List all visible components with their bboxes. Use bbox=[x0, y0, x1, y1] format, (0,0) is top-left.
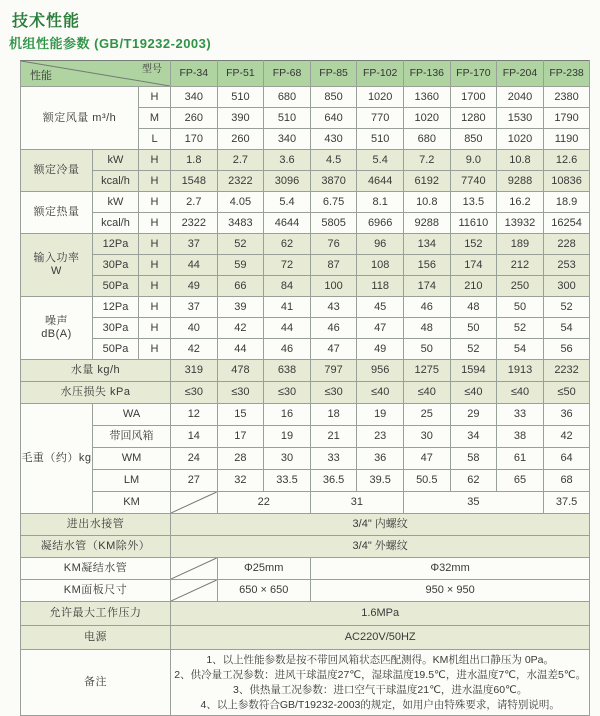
value-cell: ≤40 bbox=[403, 382, 450, 404]
value-cell: 54 bbox=[543, 318, 590, 339]
value-cell: 228 bbox=[543, 234, 590, 255]
value-cell: ≤30 bbox=[264, 382, 311, 404]
value-cell: 21 bbox=[310, 426, 357, 448]
model-header-cell: FP-34 bbox=[171, 61, 218, 87]
value-cell: 319 bbox=[171, 360, 218, 382]
value-cell: 340 bbox=[171, 87, 218, 108]
model-header-cell: FP-238 bbox=[543, 61, 590, 87]
value-cell: 42 bbox=[217, 318, 264, 339]
value-cell: 39 bbox=[217, 297, 264, 318]
sub-label-h: H bbox=[139, 150, 171, 171]
value-cell: 27 bbox=[171, 470, 218, 492]
sub-label-12pa: 12Pa bbox=[93, 297, 139, 318]
value-cell: 4.05 bbox=[217, 192, 264, 213]
value-cell: 6192 bbox=[403, 171, 450, 192]
sub-label-50pa: 50Pa bbox=[93, 276, 139, 297]
value-cell: 640 bbox=[310, 108, 357, 129]
sub-label-h: H bbox=[139, 255, 171, 276]
value-cell: 44 bbox=[171, 255, 218, 276]
sub-label-30pa: 30Pa bbox=[93, 255, 139, 276]
value-cell: 638 bbox=[264, 360, 311, 382]
value-cell: 1530 bbox=[497, 108, 544, 129]
corner-model-label: 型号 bbox=[142, 64, 163, 75]
sub-label-50pa: 50Pa bbox=[93, 339, 139, 360]
value-cell: ≤30 bbox=[217, 382, 264, 404]
sub-label-h: H bbox=[139, 171, 171, 192]
value-cell: 47 bbox=[310, 339, 357, 360]
value-cell: 1190 bbox=[543, 129, 590, 150]
value-cell: 49 bbox=[171, 276, 218, 297]
value-cell: 45 bbox=[357, 297, 404, 318]
row-label-gross-weight: 毛重（约）kg bbox=[21, 404, 93, 514]
value-cell: 1020 bbox=[497, 129, 544, 150]
value-cell: ≤30 bbox=[310, 382, 357, 404]
sub-label-h: H bbox=[139, 339, 171, 360]
model-header-cell: FP-204 bbox=[497, 61, 544, 87]
km-weight-value: 31 bbox=[310, 492, 403, 514]
km-weight-na-cell bbox=[171, 492, 218, 514]
km-panel-na-cell bbox=[171, 580, 218, 602]
value-cell: 33 bbox=[497, 404, 544, 426]
value-cell: 30 bbox=[403, 426, 450, 448]
sub-label-l: L bbox=[139, 129, 171, 150]
value-cell: 4644 bbox=[264, 213, 311, 234]
value-cell: 1020 bbox=[403, 108, 450, 129]
value-cell: 52 bbox=[217, 234, 264, 255]
value-cell: 1548 bbox=[171, 171, 218, 192]
value-cell: 4.5 bbox=[310, 150, 357, 171]
value-cell: 4644 bbox=[357, 171, 404, 192]
value-cell: 2322 bbox=[217, 171, 264, 192]
corner-performance-label: 性能 bbox=[30, 70, 52, 83]
value-cell: 47 bbox=[357, 318, 404, 339]
unit-label-kcalh: kcal/h bbox=[93, 213, 139, 234]
model-header-cell: FP-51 bbox=[217, 61, 264, 87]
value-cell: 54 bbox=[497, 339, 544, 360]
value-cell: 118 bbox=[357, 276, 404, 297]
value-cell: 47 bbox=[403, 448, 450, 470]
diagonal-line-icon bbox=[171, 558, 217, 579]
km-condensate-large: Φ32mm bbox=[310, 558, 590, 580]
value-cell: 2380 bbox=[543, 87, 590, 108]
row-label-rated-heating: 额定热量 bbox=[21, 192, 93, 234]
value-cell: 17 bbox=[217, 426, 264, 448]
value-cell: 52 bbox=[450, 339, 497, 360]
value-cell: 1280 bbox=[450, 108, 497, 129]
value-cell: 68 bbox=[543, 470, 590, 492]
value-cell: 19 bbox=[264, 426, 311, 448]
value-cell: 48 bbox=[450, 297, 497, 318]
sub-label-wm: WM bbox=[93, 448, 171, 470]
row-label-km-panel: KM面板尺寸 bbox=[21, 580, 171, 602]
km-panel-small: 650 × 650 bbox=[217, 580, 310, 602]
value-cell: 24 bbox=[171, 448, 218, 470]
sub-label-h: H bbox=[139, 297, 171, 318]
value-cell: 2322 bbox=[171, 213, 218, 234]
value-cell: 48 bbox=[403, 318, 450, 339]
input-power-unit: W bbox=[51, 265, 62, 277]
value-cell: 134 bbox=[403, 234, 450, 255]
value-cell: 12.6 bbox=[543, 150, 590, 171]
value-cell: 44 bbox=[217, 339, 264, 360]
value-cell: 260 bbox=[171, 108, 218, 129]
page-title: 技术性能 bbox=[12, 13, 81, 30]
value-cell: 3870 bbox=[310, 171, 357, 192]
sub-label-12pa: 12Pa bbox=[93, 234, 139, 255]
value-cell: 13932 bbox=[497, 213, 544, 234]
value-cell: 10836 bbox=[543, 171, 590, 192]
value-cell: 40 bbox=[171, 318, 218, 339]
value-cell: 2.7 bbox=[217, 150, 264, 171]
value-cell: 61 bbox=[497, 448, 544, 470]
value-cell: 18.9 bbox=[543, 192, 590, 213]
value-cell: 797 bbox=[310, 360, 357, 382]
sub-label-lm: LM bbox=[93, 470, 171, 492]
remark-line: 2、供冷量工况参数：进风干球温度27℃，湿球温度19.5℃，进水温度7℃，水温差5℃。 bbox=[174, 668, 587, 681]
value-cell: 6.75 bbox=[310, 192, 357, 213]
value-cell: ≤40 bbox=[450, 382, 497, 404]
value-cell: 12 bbox=[171, 404, 218, 426]
km-panel-large: 950 × 950 bbox=[310, 580, 590, 602]
unit-label-kcalh: kcal/h bbox=[93, 171, 139, 192]
value-cell: 46 bbox=[264, 339, 311, 360]
row-label-rated-airflow: 额定风量 m³/h bbox=[21, 87, 139, 150]
value-cell: 956 bbox=[357, 360, 404, 382]
value-cell: 30 bbox=[264, 448, 311, 470]
value-cell: 65 bbox=[497, 470, 544, 492]
value-cell: 1913 bbox=[497, 360, 544, 382]
value-cell: 13.5 bbox=[450, 192, 497, 213]
value-cell: 770 bbox=[357, 108, 404, 129]
value-cell: 50 bbox=[403, 339, 450, 360]
value-cell: 44 bbox=[264, 318, 311, 339]
model-header-cell: FP-170 bbox=[450, 61, 497, 87]
value-cell: ≤30 bbox=[171, 382, 218, 404]
row-label-noise bbox=[21, 297, 93, 360]
model-header-cell: FP-136 bbox=[403, 61, 450, 87]
table-header-row bbox=[21, 61, 590, 87]
value-cell: 66 bbox=[217, 276, 264, 297]
value-cell: 253 bbox=[543, 255, 590, 276]
unit-label-kw: kW bbox=[93, 150, 139, 171]
value-cell: 2232 bbox=[543, 360, 590, 382]
value-cell: 680 bbox=[403, 129, 450, 150]
corner-cell bbox=[21, 61, 171, 87]
row-label-max-pressure: 允许最大工作压力 bbox=[21, 602, 171, 626]
value-cell: 8.1 bbox=[357, 192, 404, 213]
page-subtitle: 机组性能参数 (GB/T19232-2003) bbox=[9, 36, 212, 51]
value-cell: 3.6 bbox=[264, 150, 311, 171]
km-weight-value: 37.5 bbox=[543, 492, 590, 514]
value-cell: 5805 bbox=[310, 213, 357, 234]
value-cell: 28 bbox=[217, 448, 264, 470]
value-cell: 250 bbox=[497, 276, 544, 297]
noise-unit: dB(A) bbox=[41, 328, 72, 340]
value-cell: 87 bbox=[310, 255, 357, 276]
value-cell: 49 bbox=[357, 339, 404, 360]
value-cell: 189 bbox=[497, 234, 544, 255]
power-supply-value: AC220V/50HZ bbox=[171, 626, 590, 650]
value-cell: 5.4 bbox=[264, 192, 311, 213]
row-label-condensate-pipe: 凝结水管（KM除外） bbox=[21, 536, 171, 558]
value-cell: 9.0 bbox=[450, 150, 497, 171]
row-label-power-supply: 电源 bbox=[21, 626, 171, 650]
value-cell: 3096 bbox=[264, 171, 311, 192]
value-cell: 46 bbox=[403, 297, 450, 318]
row-label-input-power bbox=[21, 234, 93, 297]
value-cell: 2040 bbox=[497, 87, 544, 108]
value-cell: 43 bbox=[310, 297, 357, 318]
value-cell: 100 bbox=[310, 276, 357, 297]
row-label-water-pipe: 进出水接管 bbox=[21, 514, 171, 536]
km-weight-value: 22 bbox=[217, 492, 310, 514]
value-cell: 38 bbox=[497, 426, 544, 448]
value-cell: 3483 bbox=[217, 213, 264, 234]
sub-label-m: M bbox=[139, 108, 171, 129]
value-cell: 41 bbox=[264, 297, 311, 318]
value-cell: 16 bbox=[264, 404, 311, 426]
remark-line: 1、以上性能参数是按不带回风箱状态匹配测得。KM机组出口静压为 0Pa。 bbox=[206, 653, 555, 666]
condensate-pipe-value: 3/4" 外螺纹 bbox=[171, 536, 590, 558]
value-cell: 11610 bbox=[450, 213, 497, 234]
value-cell: 50 bbox=[497, 297, 544, 318]
value-cell: 52 bbox=[543, 297, 590, 318]
sub-label-km: KM bbox=[93, 492, 171, 514]
noise-label: 噪声 bbox=[45, 315, 68, 328]
value-cell: 62 bbox=[264, 234, 311, 255]
value-cell: 46 bbox=[310, 318, 357, 339]
value-cell: 84 bbox=[264, 276, 311, 297]
value-cell: 16254 bbox=[543, 213, 590, 234]
value-cell: 430 bbox=[310, 129, 357, 150]
row-label-km-condensate: KM凝结水管 bbox=[21, 558, 171, 580]
value-cell: 10.8 bbox=[497, 150, 544, 171]
value-cell: 1.8 bbox=[171, 150, 218, 171]
value-cell: 52 bbox=[497, 318, 544, 339]
value-cell: 62 bbox=[450, 470, 497, 492]
value-cell: 170 bbox=[171, 129, 218, 150]
value-cell: 108 bbox=[357, 255, 404, 276]
value-cell: 36.5 bbox=[310, 470, 357, 492]
value-cell: 32 bbox=[217, 470, 264, 492]
value-cell: 6966 bbox=[357, 213, 404, 234]
value-cell: 39.5 bbox=[357, 470, 404, 492]
value-cell: 850 bbox=[450, 129, 497, 150]
value-cell: 1594 bbox=[450, 360, 497, 382]
value-cell: 37 bbox=[171, 234, 218, 255]
value-cell: 210 bbox=[450, 276, 497, 297]
value-cell: 34 bbox=[450, 426, 497, 448]
unit-label-kw: kW bbox=[93, 192, 139, 213]
row-label-pressure-drop: 水压损失 kPa bbox=[21, 382, 171, 404]
value-cell: 212 bbox=[497, 255, 544, 276]
sub-label-h: H bbox=[139, 213, 171, 234]
value-cell: 16.2 bbox=[497, 192, 544, 213]
value-cell: 18 bbox=[310, 404, 357, 426]
sub-label-h: H bbox=[139, 87, 171, 108]
model-header-cell: FP-102 bbox=[357, 61, 404, 87]
value-cell: 50 bbox=[450, 318, 497, 339]
value-cell: 5.4 bbox=[357, 150, 404, 171]
value-cell: 42 bbox=[543, 426, 590, 448]
row-label-water-flow: 水量 kg/h bbox=[21, 360, 171, 382]
km-weight-value: 35 bbox=[403, 492, 543, 514]
sub-label-30pa: 30Pa bbox=[93, 318, 139, 339]
value-cell: 9288 bbox=[497, 171, 544, 192]
value-cell: 174 bbox=[450, 255, 497, 276]
spec-table bbox=[20, 60, 590, 716]
sub-label-wa: WA bbox=[93, 404, 171, 426]
value-cell: 2.7 bbox=[171, 192, 218, 213]
value-cell: ≤40 bbox=[497, 382, 544, 404]
value-cell: 340 bbox=[264, 129, 311, 150]
row-label-remarks: 备注 bbox=[21, 650, 171, 716]
value-cell: 64 bbox=[543, 448, 590, 470]
max-pressure-value: 1.6MPa bbox=[171, 602, 590, 626]
value-cell: 23 bbox=[357, 426, 404, 448]
value-cell: 9288 bbox=[403, 213, 450, 234]
value-cell: 1360 bbox=[403, 87, 450, 108]
value-cell: 7.2 bbox=[403, 150, 450, 171]
value-cell: 42 bbox=[171, 339, 218, 360]
value-cell: 56 bbox=[543, 339, 590, 360]
value-cell: 510 bbox=[264, 108, 311, 129]
diagonal-line-icon bbox=[171, 580, 217, 601]
value-cell: 1275 bbox=[403, 360, 450, 382]
value-cell: 25 bbox=[403, 404, 450, 426]
value-cell: 10.8 bbox=[403, 192, 450, 213]
value-cell: 680 bbox=[264, 87, 311, 108]
row-label-rated-cooling: 额定冷量 bbox=[21, 150, 93, 192]
value-cell: 33.5 bbox=[264, 470, 311, 492]
value-cell: 33 bbox=[310, 448, 357, 470]
value-cell: 260 bbox=[217, 129, 264, 150]
model-header-cell: FP-68 bbox=[264, 61, 311, 87]
value-cell: 14 bbox=[171, 426, 218, 448]
value-cell: 152 bbox=[450, 234, 497, 255]
value-cell: ≤40 bbox=[357, 382, 404, 404]
diagonal-line-icon bbox=[171, 492, 217, 513]
value-cell: 36 bbox=[357, 448, 404, 470]
value-cell: 72 bbox=[264, 255, 311, 276]
value-cell: 37 bbox=[171, 297, 218, 318]
remark-line: 3、供热量工况参数：进口空气干球温度21℃，进水温度60℃。 bbox=[233, 683, 528, 696]
value-cell: ≤50 bbox=[543, 382, 590, 404]
value-cell: 156 bbox=[403, 255, 450, 276]
value-cell: 76 bbox=[310, 234, 357, 255]
value-cell: 300 bbox=[543, 276, 590, 297]
sub-label-h: H bbox=[139, 318, 171, 339]
sub-label-h: H bbox=[139, 234, 171, 255]
remarks-cell bbox=[171, 650, 590, 716]
model-header-cell: FP-85 bbox=[310, 61, 357, 87]
value-cell: 510 bbox=[357, 129, 404, 150]
remark-line: 4、以上参数符合GB/T19232-2003的规定，如用户由特殊要求，请特别说明。 bbox=[200, 698, 560, 711]
value-cell: 19 bbox=[357, 404, 404, 426]
value-cell: 478 bbox=[217, 360, 264, 382]
value-cell: 174 bbox=[403, 276, 450, 297]
km-condensate-na-cell bbox=[171, 558, 218, 580]
value-cell: 58 bbox=[450, 448, 497, 470]
sub-label-h: H bbox=[139, 192, 171, 213]
sub-label-return-air-box: 带回风箱 bbox=[93, 426, 171, 448]
value-cell: 1700 bbox=[450, 87, 497, 108]
sub-label-h: H bbox=[139, 276, 171, 297]
value-cell: 96 bbox=[357, 234, 404, 255]
value-cell: 7740 bbox=[450, 171, 497, 192]
km-condensate-small: Φ25mm bbox=[217, 558, 310, 580]
value-cell: 1790 bbox=[543, 108, 590, 129]
value-cell: 50.5 bbox=[403, 470, 450, 492]
input-power-label: 输入功率 bbox=[33, 252, 80, 265]
water-pipe-value: 3/4" 内螺纹 bbox=[171, 514, 590, 536]
value-cell: 1020 bbox=[357, 87, 404, 108]
value-cell: 36 bbox=[543, 404, 590, 426]
value-cell: 390 bbox=[217, 108, 264, 129]
value-cell: 850 bbox=[310, 87, 357, 108]
value-cell: 15 bbox=[217, 404, 264, 426]
value-cell: 510 bbox=[217, 87, 264, 108]
value-cell: 59 bbox=[217, 255, 264, 276]
value-cell: 29 bbox=[450, 404, 497, 426]
